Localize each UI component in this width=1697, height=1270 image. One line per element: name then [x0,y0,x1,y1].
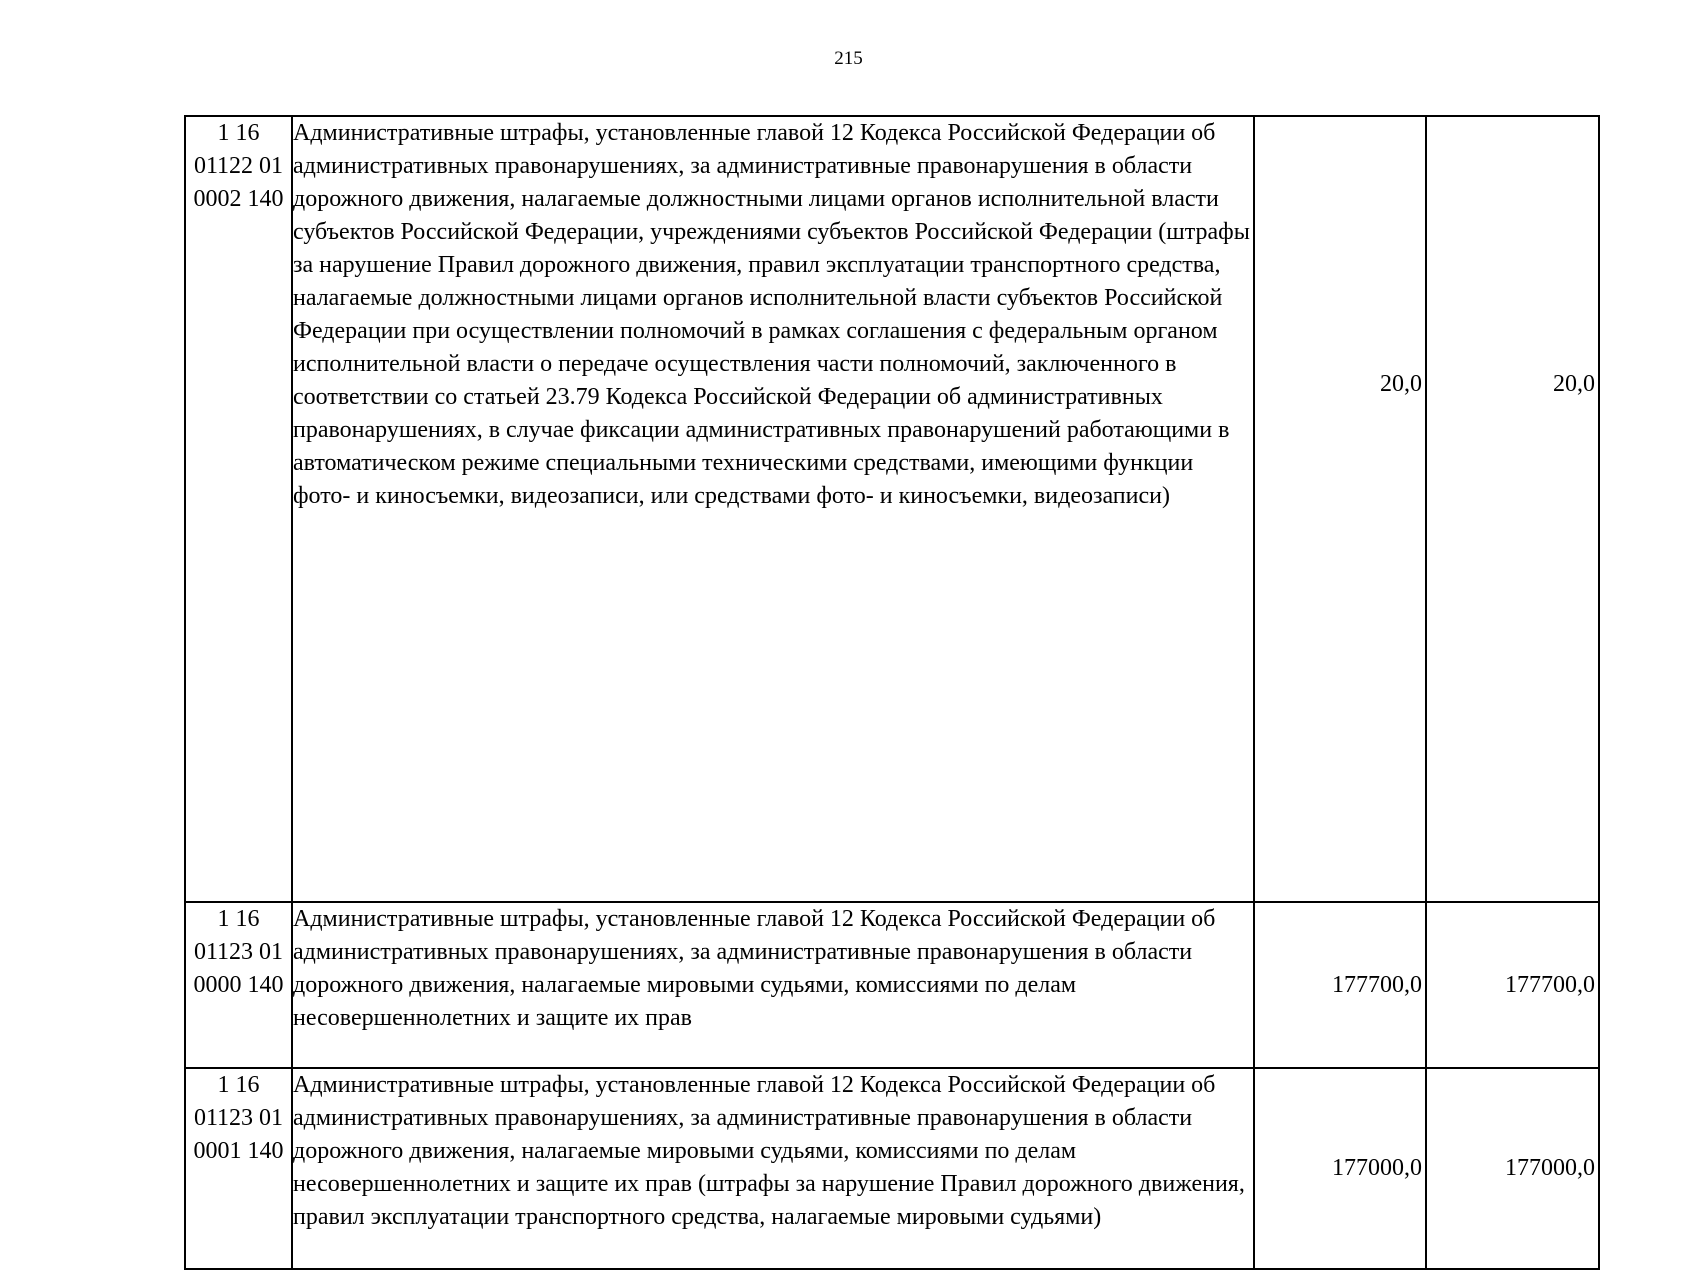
table-row [185,116,1599,902]
revenue-code-line: 01123 01 [193,939,284,965]
page-number: 215 [834,48,863,69]
budget-revenue-table [184,115,1600,1270]
revenue-name-cell: Административные штрафы, установленные главой 12 Кодекса Российской Федерации об административных правонарушениях, за административные правонарушения в области дорожного движения, налагаемые мировыми судьями, комиссиями по делам несовершеннолетних и защите их прав (штрафы за нарушение Правил дорожного движения, правил эксплуатации транспортного средства, налагаемые мировыми судьями) [292,1068,1254,1269]
revenue-name-cell: Административные штрафы, установленные главой 12 Кодекса Российской Федерации об административных правонарушениях, за административные правонарушения в области дорожного движения, налагаемые мировыми судьями, комиссиями по делам несовершеннолетних и защите их прав [292,902,1254,1068]
revenue-code-line: 01122 01 [193,153,284,179]
revenue-code-cell [185,1068,292,1269]
revenue-code-line: 0002 140 [193,186,284,212]
revenue-code-line: 1 16 [217,1072,260,1098]
value-cell-2: 177000,0 [1426,1068,1599,1269]
revenue-code-line: 1 16 [217,906,260,932]
value-cell-1: 177000,0 [1254,1068,1426,1269]
revenue-code-line: 1 16 [217,120,260,146]
revenue-code-line: 01123 01 [193,1105,284,1131]
revenue-name-cell: Административные штрафы, установленные главой 12 Кодекса Российской Федерации об административных правонарушениях, за административные правонарушения в области дорожного движения, налагаемые должностными лицами органов исполнительной власти субъектов Российской Федерации, учреждениями субъектов Российской Федерации (штрафы за нарушение Правил дорожного движения, правил эксплуатации транспортного средства, налагаемые должностными лицами органов исполнительной власти субъектов Российской Федерации при осуществлении полномочий в рамках соглашения с федеральным органом исполнительной власти о передаче осуществления части полномочий, заключенного в соответствии со статьей 23.79 Кодекса Российской Федерации об административных правонарушениях, в случае фиксации административных правонарушений работающими в автоматическом режиме специальными техническими средствами, имеющими функции фото- и киносъемки, видеозаписи, или средствами фото- и киносъемки, видеозаписи) [292,116,1254,902]
value-cell-1: 177700,0 [1254,902,1426,1068]
revenue-code-line: 0001 140 [193,1138,284,1164]
table-row [185,902,1599,1068]
table-row [185,1068,1599,1269]
revenue-code-cell [185,116,292,902]
revenue-code-line: 0000 140 [193,972,284,998]
value-cell-2: 20,0 [1426,116,1599,902]
value-cell-1: 20,0 [1254,116,1426,902]
value-cell-2: 177700,0 [1426,902,1599,1068]
revenue-code-cell [185,902,292,1068]
